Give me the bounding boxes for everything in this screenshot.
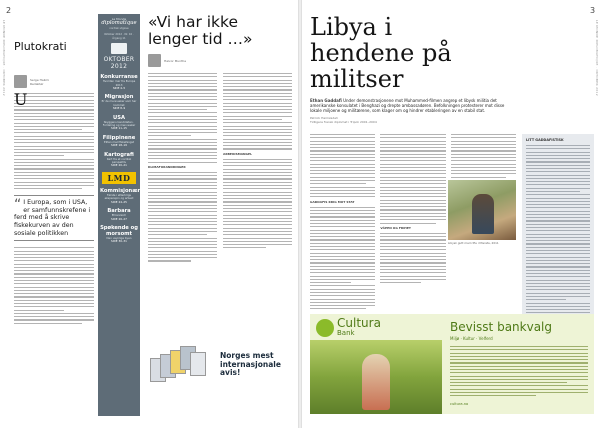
toc-entry[interactable]: Barbara Ehrenreich SIDE 26–27 [107,208,131,221]
toc-entry[interactable]: Kommisjonær Første i etterkrigs ekspensjon og arbeid SIDE 24–25 [100,187,141,204]
libya-author-detail: Tidligere fransk diplomat i Tripoli 2001–2004 [310,120,377,124]
boy-with-rifle-figure [472,194,494,234]
lead-text: Under demonstrasjonene mot Muhammed-filmen angrep et libysk militia det amerikanske konsulatet i Benghazi og drepte ambassadøren. Befolkningen protesterer mot disse lokale miljoene og militærene, som klager om og hindrer etableringen av en stabil stat. [310,98,505,113]
interview-subhead: ARBEIDSMANGEL [223,151,252,156]
interview-subhead: KLIMAFORANDRINGER [148,164,186,169]
lead-author: Ethan Gaddafi [310,98,342,103]
cultura-bank-ad[interactable] [310,314,594,414]
libya-author: Patrick Haimzadeh [310,116,339,120]
editorial-column [14,40,94,326]
child-figure [362,354,390,410]
interview-body [148,73,292,264]
author-photo [14,75,27,88]
left-page [0,0,298,428]
running-header-left: LE MONDE DIPLOMATIQUE · OKTOBER 2012 [2,20,6,96]
libya-subhead: GADDAFIS KRIG MOT STAT [310,199,355,204]
editorial-byline [14,75,94,88]
masthead-subtitle: nordisk utgave [109,27,129,30]
sidebar-title: LITT GADDAFISTISK [526,138,564,142]
masthead-info: Oktober 2012 · Nr. 10 · Årgang 11 [104,33,134,40]
toc-entry[interactable]: Spøkende og morsomt Den usynlige byen SIDE 30–31 [100,224,138,244]
table-of-contents [98,14,140,416]
toc-entry[interactable]: Filippinene Eliten med fiskefangst SIDE 18–19 [102,134,136,148]
right-page [302,0,600,428]
newspaper-covers-image [150,344,212,396]
interview-headline: «Vi har ikke lenger tid …» [148,13,253,48]
brand-name: Cultura [337,316,381,330]
toc-entry[interactable]: Konkurranse Hvordan mer fra Europa 2013 SIDE 4–5 [100,74,138,90]
ad-body [450,346,588,399]
author-role: Redaktør [30,81,44,86]
drop-cap: U [14,90,28,109]
section-title: Plutokrati [14,40,67,53]
interview-author: Halvor Munthe [164,58,187,63]
libya-byline [310,116,594,124]
libya-headline: Libya i hendene på militser [310,13,452,93]
author-name: Serge Halimi [30,77,50,82]
pullquote-text: I Europa, som i USA, er samfunnskrefene i ferd med å skrive fiskekurven av den sosiale politikken [14,199,91,237]
quote-mark-icon: “ [14,197,22,214]
author-photo [148,54,161,67]
libya-sidebar [522,134,594,320]
editorial-body-continued [14,247,94,324]
pullquote [14,195,94,241]
toc-entry[interactable]: USA Skyggens kandidaten · Fordeling og mennesker SIDE 11–15 [102,114,136,131]
newspaper-ad[interactable] [148,340,294,400]
ad-subline: Miljø · Kultur · Velferd [450,336,493,341]
page-number-right: 3 [590,6,596,15]
ad-url[interactable]: cultura.no [450,402,469,406]
editorial-body [14,90,94,189]
page-number-left: 2 [6,6,12,15]
toc-entry[interactable]: Kartografi Kart fra et nordisk perspektiv SIDE 20–21 [104,151,134,168]
running-header-right: LE MONDE DIPLOMATIQUE · OKTOBER 2012 [595,20,599,96]
toc-entry[interactable]: Migrasjon Er de mennesker som har kommet SIDE 8–9 [101,94,137,111]
ad-headline: Norges mest internasjonale avis! [220,351,281,377]
cultura-logo [316,318,381,337]
libya-subhead: VÅPEN OG FRIHET [380,225,411,230]
issue-date: OKTOBER 2012 [103,56,135,70]
brand-sub: Bank [337,329,355,337]
interview-byline [148,54,292,67]
ad-headline: Bevisst bankvalg [450,320,553,334]
photo-caption: Libysk gutt med rifle i Misrata, 2011 [448,241,499,245]
publisher-logo-icon [111,43,127,54]
masthead-le: Le Monde [111,17,127,21]
interview-article [148,14,292,264]
lmd-badge: LMD [102,172,136,184]
ad-photo [310,340,442,414]
libya-article [310,13,594,245]
masthead-title: diplomatique [101,20,137,26]
libya-lead [310,98,506,113]
libya-photo [448,180,516,240]
cultura-logo-icon [316,319,334,337]
